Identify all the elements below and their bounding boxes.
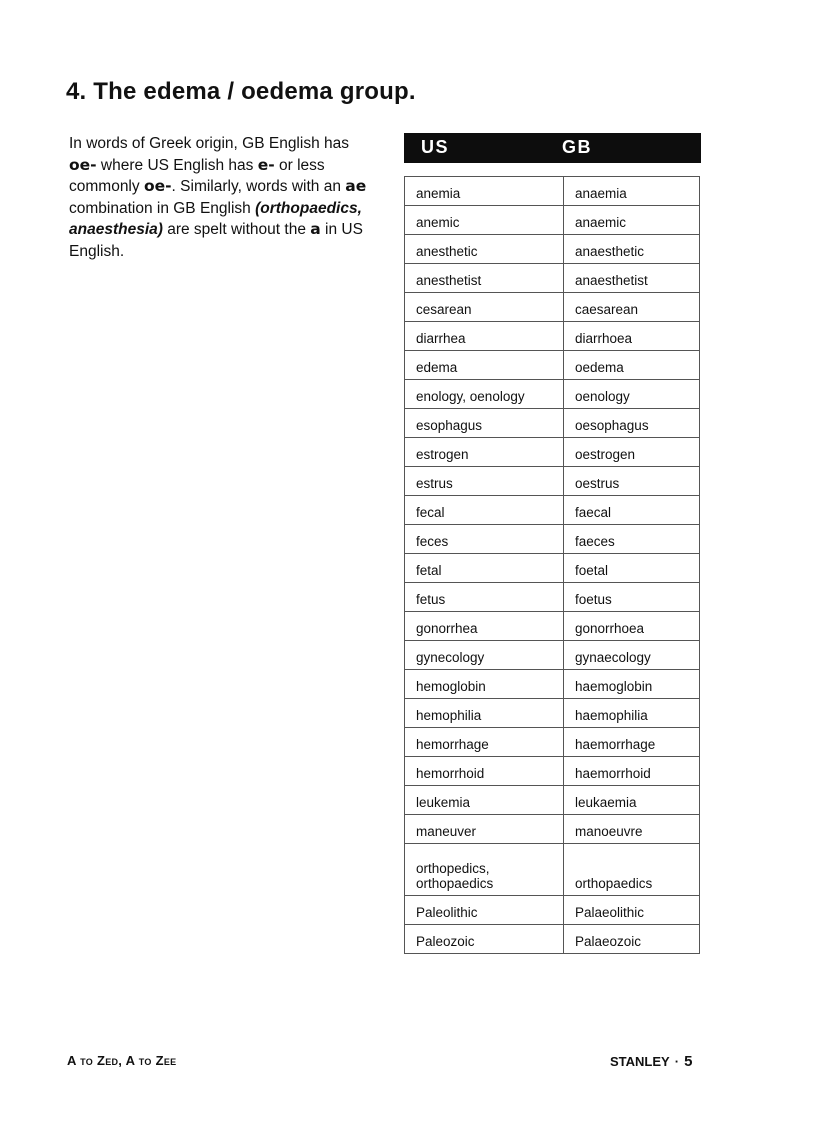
us-spelling-cell: fecal	[405, 496, 564, 525]
intro-text: . Similarly, words with an	[171, 178, 346, 195]
spelling-table-body	[405, 177, 700, 954]
gb-spelling-cell: faeces	[564, 525, 700, 554]
author-name: STANLEY	[610, 1054, 670, 1069]
table-row	[405, 235, 700, 264]
gb-spelling-cell: haemoglobin	[564, 670, 700, 699]
us-spelling-cell: gonorrhea	[405, 612, 564, 641]
table-row	[405, 525, 700, 554]
us-spelling-cell: anemic	[405, 206, 564, 235]
gb-spelling-cell: foetal	[564, 554, 700, 583]
us-spelling-cell: anesthetist	[405, 264, 564, 293]
gb-spelling-cell: oesophagus	[564, 409, 700, 438]
intro-emphasis: e-	[257, 155, 275, 174]
us-spelling-cell: maneuver	[405, 815, 564, 844]
us-spelling-cell: Paleozoic	[405, 925, 564, 954]
table-row	[405, 177, 700, 206]
us-spelling-cell: Paleolithic	[405, 896, 564, 925]
gb-spelling-cell: diarrhoea	[564, 322, 700, 351]
book-title: A to Zed, A to Zee	[67, 1053, 177, 1068]
table-row	[405, 896, 700, 925]
table-row	[405, 380, 700, 409]
page-number: 5	[684, 1053, 693, 1070]
table-row	[405, 206, 700, 235]
table-row	[405, 699, 700, 728]
gb-spelling-cell: oedema	[564, 351, 700, 380]
spelling-table	[404, 176, 700, 954]
us-spelling-cell: leukemia	[405, 786, 564, 815]
gb-spelling-cell: leukaemia	[564, 786, 700, 815]
table-row	[405, 293, 700, 322]
us-spelling-cell: feces	[405, 525, 564, 554]
gb-spelling-cell: anaemia	[564, 177, 700, 206]
table-row	[405, 554, 700, 583]
gb-spelling-cell: gonorrhoea	[564, 612, 700, 641]
intro-text: where US English has	[96, 156, 258, 174]
table-row	[405, 670, 700, 699]
intro-text: in US English.	[69, 221, 363, 260]
us-spelling-cell: fetal	[405, 554, 564, 583]
table-row	[405, 322, 700, 351]
intro-emphasis: a	[310, 220, 321, 238]
gb-spelling-cell: faecal	[564, 496, 700, 525]
gb-spelling-cell: oestrogen	[564, 438, 700, 467]
us-spelling-cell: hemophilia	[405, 699, 564, 728]
column-header-us: US	[421, 137, 450, 157]
gb-spelling-cell: oestrus	[564, 467, 700, 496]
us-spelling-cell: fetus	[405, 583, 564, 612]
intro-text: combination in GB English	[69, 199, 256, 217]
us-spelling-cell: anemia	[405, 177, 564, 206]
table-row	[405, 786, 700, 815]
us-spelling-cell: esophagus	[405, 409, 564, 438]
table-row	[405, 612, 700, 641]
us-spelling-cell: gynecology	[405, 641, 564, 670]
intro-text: or less commonly	[69, 156, 325, 195]
intro-emphasis: ae	[345, 177, 367, 195]
us-spelling-cell: estrogen	[405, 438, 564, 467]
gb-spelling-cell: manoeuvre	[564, 815, 700, 844]
intro-paragraph	[69, 133, 369, 262]
table-row	[405, 925, 700, 954]
table-row	[405, 409, 700, 438]
us-spelling-cell: enology, oenology	[405, 380, 564, 409]
gb-spelling-cell: foetus	[564, 583, 700, 612]
gb-spelling-cell: anaesthetic	[564, 235, 700, 264]
us-spelling-cell: cesarean	[405, 293, 564, 322]
gb-spelling-cell: Palaeozoic	[564, 925, 700, 954]
gb-spelling-cell: haemorrhoid	[564, 757, 700, 786]
gb-spelling-cell: orthopaedics	[564, 844, 700, 896]
intro-emphasis: oe-	[69, 155, 97, 174]
table-row	[405, 351, 700, 380]
table-row	[405, 438, 700, 467]
intro-text: are spelt without the	[162, 221, 311, 238]
gb-spelling-cell: haemophilia	[564, 699, 700, 728]
us-spelling-cell: hemorrhoid	[405, 757, 564, 786]
us-spelling-cell: hemorrhage	[405, 728, 564, 757]
us-spelling-cell: anesthetic	[405, 235, 564, 264]
us-spelling-cell: hemoglobin	[405, 670, 564, 699]
table-row	[405, 264, 700, 293]
gb-spelling-cell: haemorrhage	[564, 728, 700, 757]
us-spelling-cell: diarrhea	[405, 322, 564, 351]
us-spelling-cell: orthopedics, orthopaedics	[405, 844, 564, 896]
intro-emphasis: oe-	[143, 177, 172, 195]
gb-spelling-cell: Palaeolithic	[564, 896, 700, 925]
table-header	[404, 133, 701, 163]
us-spelling-cell: estrus	[405, 467, 564, 496]
intro-example-words: (orthopaedics, anaesthesia)	[69, 199, 362, 238]
column-header-gb: GB	[562, 137, 592, 157]
gb-spelling-cell: caesarean	[564, 293, 700, 322]
table-row	[405, 728, 700, 757]
gb-spelling-cell: anaemic	[564, 206, 700, 235]
gb-spelling-cell: anaesthetist	[564, 264, 700, 293]
page-footer	[610, 1053, 692, 1070]
table-row	[405, 496, 700, 525]
table-row	[405, 757, 700, 786]
table-row	[405, 844, 700, 896]
page-title: 4. The edema / oedema group.	[66, 78, 416, 105]
table-row	[405, 583, 700, 612]
intro-text: In words of Greek origin, GB English has	[69, 135, 349, 152]
footer-separator: ·	[674, 1054, 680, 1069]
gb-spelling-cell: oenology	[564, 380, 700, 409]
gb-spelling-cell: gynaecology	[564, 641, 700, 670]
table-row	[405, 467, 700, 496]
us-spelling-cell: edema	[405, 351, 564, 380]
table-row	[405, 641, 700, 670]
table-row	[405, 815, 700, 844]
